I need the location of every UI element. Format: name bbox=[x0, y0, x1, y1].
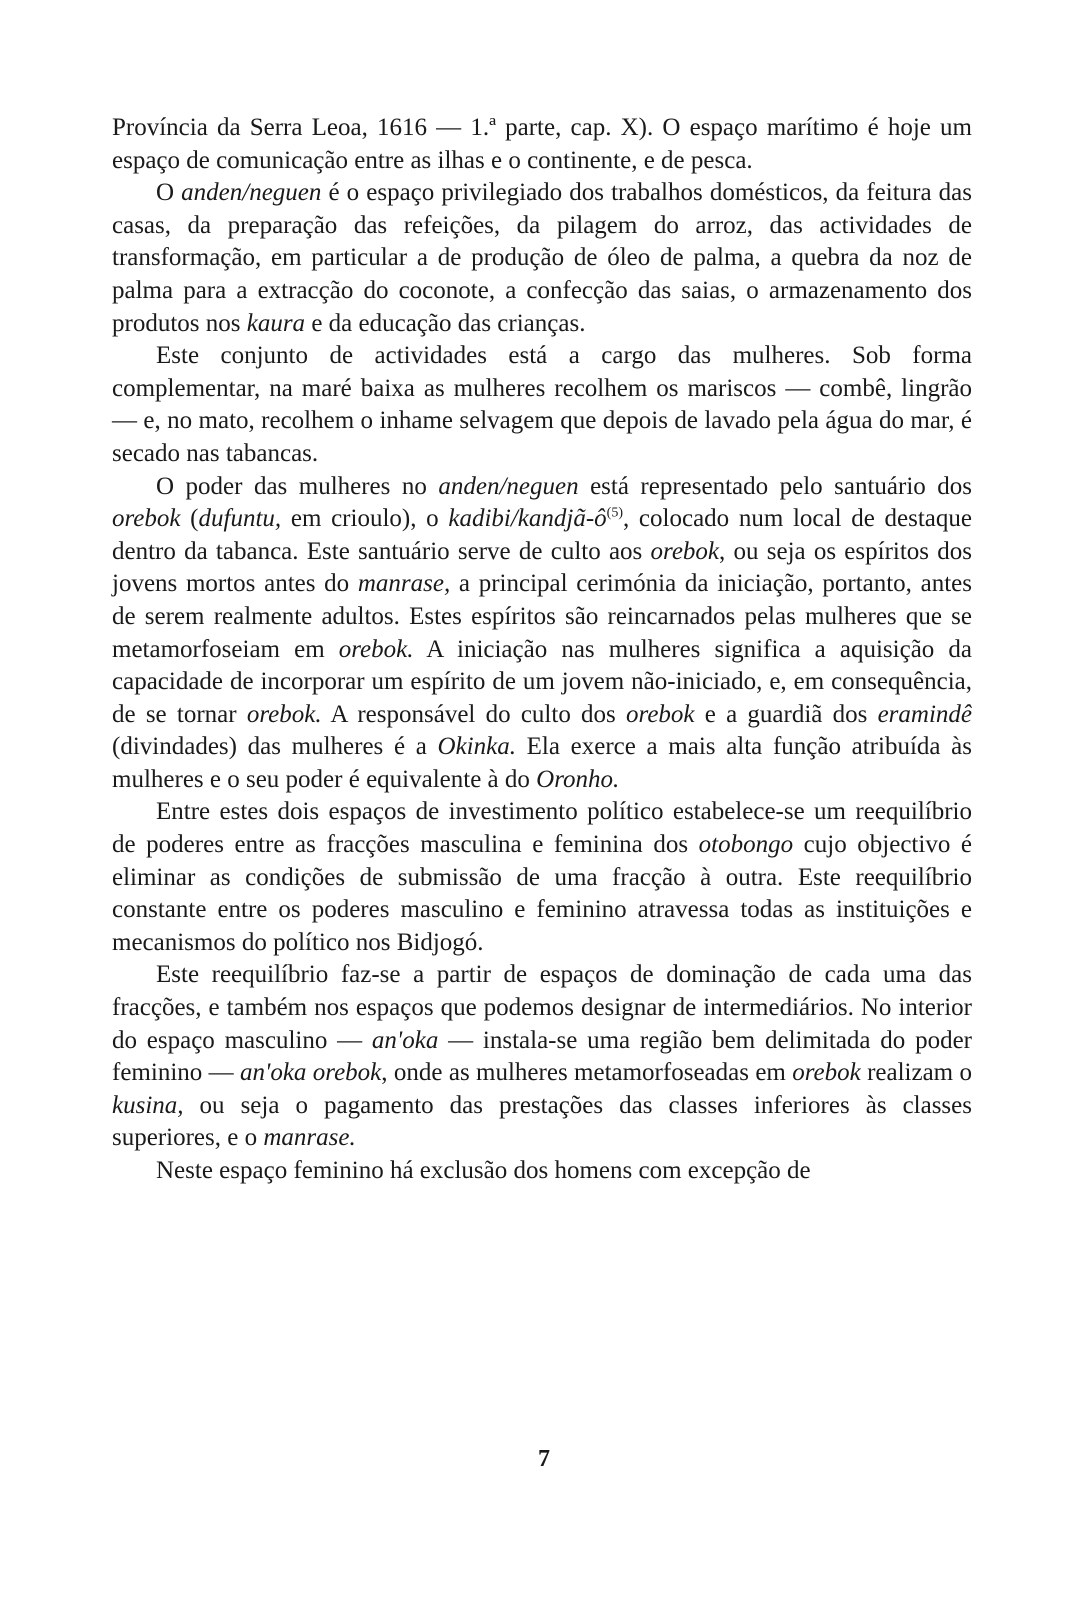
text-run: realizam o bbox=[860, 1059, 972, 1087]
paragraph bbox=[112, 177, 972, 340]
page-number: 7 bbox=[538, 1446, 550, 1472]
italic-term: orebok bbox=[626, 700, 695, 728]
text-run: , onde as mulheres metamorfoseadas em bbox=[381, 1059, 793, 1087]
text-run: Ela exerce a mais alta função atribuída às mulheres e o seu poder é equivalente à do bbox=[112, 733, 972, 793]
text-run: Neste espaço feminino há exclusão dos homens com excepção de bbox=[156, 1157, 811, 1184]
italic-term: otobongo bbox=[698, 831, 794, 859]
italic-term: an'oka bbox=[371, 1026, 439, 1054]
text-run: , ou seja os espíritos dos jovens mortos antes do bbox=[112, 537, 972, 598]
italic-term: anden/neguen bbox=[438, 472, 579, 500]
text-run: Este conjunto de actividades está a cargo das mulheres. Sob forma complementar, na maré baixa as mulheres recolhem os mariscos — combê, lingrão — e, no mato, recolhem o inhame selvagem que depois de lavado pela água do mar, é secado nas tabancas. bbox=[112, 342, 972, 467]
italic-term: Oronho. bbox=[536, 765, 620, 793]
footnote-marker: (5) bbox=[606, 505, 623, 521]
italic-term: anden/neguen bbox=[181, 179, 322, 207]
italic-term: manrase. bbox=[263, 1124, 356, 1152]
paragraph bbox=[112, 340, 972, 470]
text-run: A responsável do culto dos bbox=[321, 700, 627, 728]
text-run: , colocado num local de destaque dentro da tabanca. Este santuário serve de culto aos bbox=[112, 505, 973, 565]
text-run: O poder das mulheres no bbox=[156, 472, 439, 500]
paragraph bbox=[112, 796, 972, 959]
italic-term: Okinka. bbox=[437, 733, 516, 761]
text-run: em crioulo), o bbox=[281, 505, 449, 533]
paragraph bbox=[112, 959, 972, 1155]
italic-term: orebok bbox=[792, 1059, 861, 1087]
italic-term: orebok. bbox=[338, 635, 414, 663]
text-run: Província da Serra Leoa, 1616 — 1.ª parte, cap. X). O espaço marítimo é hoje um espaço de comunicação entre as ilhas e o continente, e de pesca. bbox=[112, 114, 972, 174]
italic-term: kaura bbox=[246, 309, 306, 337]
text-run: ou seja o pagamento das prestações das classes inferiores às classes superiores, e o bbox=[112, 1091, 972, 1152]
italic-term: kusina, bbox=[112, 1091, 184, 1119]
italic-term: manrase, bbox=[357, 570, 451, 598]
text-run: ( bbox=[180, 505, 199, 533]
text-run: e da educação das crianças. bbox=[305, 309, 586, 337]
text-run: A iniciação nas mulheres significa a aquisição da capacidade de incorporar um espírito de um jovem não-iniciado, e, em consequência, de se tornar bbox=[112, 635, 972, 728]
italic-term: an'oka orebok bbox=[239, 1059, 382, 1087]
italic-term: orebok bbox=[650, 537, 720, 565]
text-run: e a guardiã dos bbox=[694, 700, 878, 728]
text-run: — instala-se uma região bem delimitada do poder feminino — bbox=[112, 1026, 972, 1087]
text-run: O bbox=[156, 179, 182, 207]
italic-term: kadibi/kandjã-ô bbox=[448, 505, 607, 533]
text-run: (divindades) das mulheres é a bbox=[112, 733, 438, 761]
paragraph bbox=[112, 1155, 972, 1188]
paragraph bbox=[112, 112, 972, 177]
text-run: é o espaço privilegiado dos trabalhos domésticos, da feitura das casas, da preparação das refeições, da pilagem do arroz, das actividades de transformação, em particular a de produção de óleo de palma, a quebra da noz de palma para a extracção do coconote, a confecção das saias, o armazenamento dos produtos nos bbox=[112, 179, 972, 337]
text-run: a principal cerimónia da iniciação, portanto, antes de serem realmente adultos. Estes espíritos são reincarnados pelas mulheres que se metamorfoseiam em bbox=[112, 570, 972, 663]
text-run: Este reequilíbrio faz-se a partir de espaços de dominação de cada uma das fracções, e também nos espaços que podemos designar de intermediários. No interior do espaço masculino — bbox=[112, 961, 972, 1054]
italic-term: eramindê bbox=[877, 700, 972, 728]
text-run: Entre estes dois espaços de investimento político estabelece-se um reequilíbrio de poderes entre as fracções masculina e feminina dos bbox=[112, 798, 972, 859]
body-text bbox=[112, 112, 972, 1188]
text-run: está representado pelo santuário dos bbox=[578, 472, 972, 500]
italic-term: orebok. bbox=[246, 700, 322, 728]
italic-term: orebok bbox=[112, 505, 181, 533]
text-run: cujo objectivo é eliminar as condições de submissão de uma fracção à outra. Este reequilíbrio constante entre os poderes masculino e feminino atravessa todas as instituições e mecanismos do político nos Bidjogó. bbox=[112, 831, 972, 956]
paragraph bbox=[112, 471, 972, 797]
italic-term: dufuntu, bbox=[198, 505, 282, 533]
